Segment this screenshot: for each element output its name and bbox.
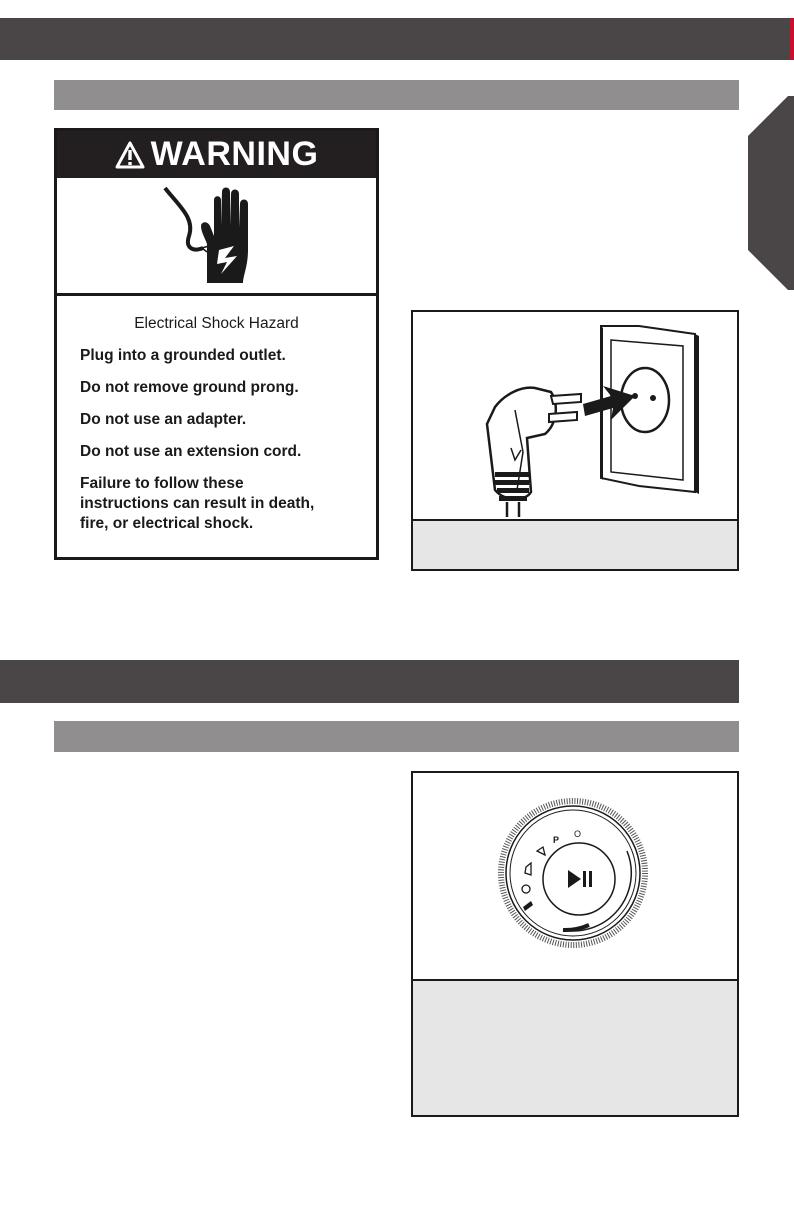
warning-line: Do not use an extension cord. — [80, 443, 302, 460]
plug-outlet-figure — [411, 310, 739, 571]
warning-label — [54, 128, 379, 560]
electric-shock-hand-icon — [57, 178, 376, 293]
dial-off-label: O — [574, 829, 582, 839]
dial-pulse-label: P — [553, 835, 560, 845]
figure-caption — [413, 979, 737, 1115]
section-header-bar — [0, 660, 739, 703]
subsection-header-bar — [54, 80, 739, 110]
warning-line: Plug into a grounded outlet. — [80, 347, 286, 364]
warning-title: Electrical Shock Hazard — [134, 315, 299, 332]
side-tab — [748, 96, 794, 290]
warning-line: Failure to follow these — [80, 475, 244, 492]
control-dial-illustration — [413, 773, 737, 977]
figure-caption — [413, 519, 737, 569]
plug-outlet-illustration — [413, 312, 737, 517]
warning-line: fire, or electrical shock. — [80, 515, 254, 532]
warning-line: Do not remove ground prong. — [80, 379, 299, 396]
warning-header-text: WARNING — [150, 135, 319, 173]
warning-icon-area — [57, 178, 376, 296]
warning-line: Do not use an adapter. — [80, 411, 247, 428]
warning-header — [57, 131, 376, 178]
warning-text — [57, 296, 376, 557]
section-header-bar — [0, 18, 794, 60]
control-dial-figure — [411, 771, 739, 1117]
caution-triangle-icon — [115, 141, 145, 169]
header-accent-stripe — [790, 18, 794, 60]
warning-line: instructions can result in death, — [80, 495, 315, 512]
subsection-header-bar — [54, 721, 739, 752]
